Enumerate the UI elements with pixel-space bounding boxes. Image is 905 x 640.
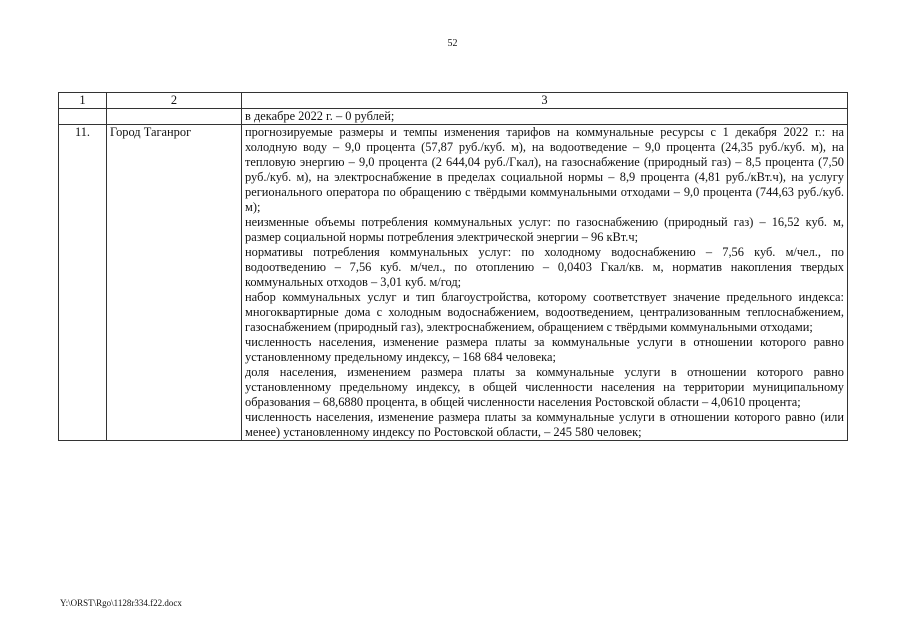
paragraph-volumes: неизменные объемы потребления коммунальных услуг: по газоснабжению (природный газ) – 16,52 куб. м, размер социальной нормы потребления электрической энергии – 96 кВт.ч; (245, 215, 844, 244)
municipality-name: Город Таганрог (107, 125, 242, 441)
paragraph-norms: нормативы потребления коммунальных услуг: по холодному водоснабжению – 7,56 куб. м/чел., по водоотведению – 7,56 куб. м/чел., по отоплению – 0,0403 Гкал/кв. м, норматив накопления твердых коммунальных отходов – 3,01 куб. м/год; (245, 245, 844, 289)
municipalities-table (58, 92, 848, 441)
header-col-1: 1 (59, 93, 107, 109)
row-content (242, 125, 848, 441)
header-row (59, 93, 848, 109)
continued-row (59, 109, 848, 125)
header-col-2: 2 (107, 93, 242, 109)
paragraph-population: численность населения, изменение размера платы за коммунальные услуги в отношении которого равно установленному предельному индексу, – 168 684 человека; (245, 335, 844, 364)
continued-cell-2 (107, 109, 242, 125)
table-row (59, 125, 848, 441)
continued-text: в декабре 2022 г. – 0 рублей; (242, 109, 848, 125)
paragraph-tariffs: прогнозируемые размеры и темпы изменения тарифов на коммунальные ресурсы с 1 декабря 2022 г.: на холодную воду – 9,0 процента (57,87 руб./куб. м), на водоотведение – 9,0 процента (24,35 руб./куб. м), на тепловую энергию – 9,0 процента (2 644,04 руб./Гкал), на газоснабжение (природный газ) – 8,5 процента (7,50 руб./куб. м), на электроснабжение в пределах социальной нормы – 8,9 процента (4,81 руб./кВт.ч), на услугу регионального оператора по обращению с твёрдыми коммунальными отходами – 9,0 процента (744,63 руб./куб. м); (245, 125, 844, 214)
header-col-3: 3 (242, 93, 848, 109)
paragraph-share: доля населения, изменением размера платы за коммунальные услуги в отношении которого равно установленному предельному индексу, в общей численности населения на территории муниципальному образования – 68,6880 процента, в общей численности населения Ростовской области – 4,0610 процента; (245, 365, 844, 409)
paragraph-services: набор коммунальных услуг и тип благоустройства, которому соответствует значение предельного индекса: многоквартирные дома с холодным водоснабжением, водоотведением, централизованным теплоснабжением, газоснабжением (природный газ), электроснабжением, обращением с твёрдыми коммунальными отходами; (245, 290, 844, 334)
row-number: 11. (59, 125, 107, 441)
footer-file-path: Y:\ORST\Rgo\1128r334.f22.docx (60, 598, 182, 608)
continued-cell-1 (59, 109, 107, 125)
page-number: 52 (447, 38, 458, 49)
paragraph-population-regional: численность населения, изменение размера платы за коммунальные услуги в отношении которого равно (или менее) установленному индексу по Ростовской области, – 245 580 человек; (245, 410, 844, 439)
